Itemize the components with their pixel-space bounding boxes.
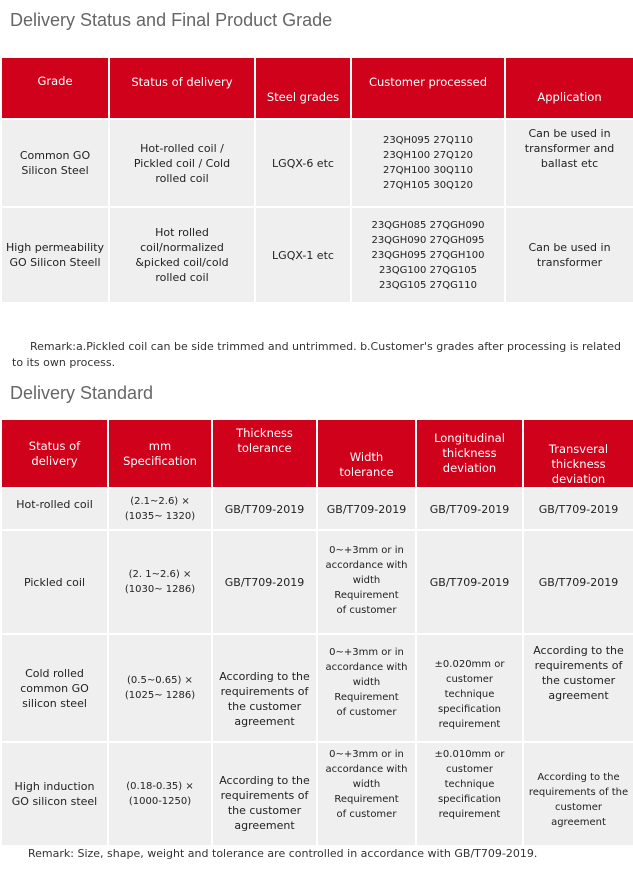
table-row [1, 634, 633, 742]
header-transveral: Transveral thickness deviation [523, 419, 633, 488]
header-customer-processed: Customer processed [351, 57, 505, 119]
table-row [1, 530, 633, 634]
transveral-cell: GB/T709-2019 [523, 488, 633, 530]
table-row [1, 119, 633, 207]
status-cell: Hot rolled coil/normalized &picked coil/cold rolled coil [109, 207, 255, 303]
section-title-grade: Delivery Status and Final Product Grade [10, 10, 333, 30]
status-cell: Cold rolled common GO silicon steel [1, 634, 108, 742]
transveral-cell: According to the requirements of the customer agreement [523, 634, 633, 742]
header-mm-spec: mm Specification [108, 419, 212, 488]
standard-table [0, 418, 633, 847]
steel-grade-cell: LGQX-6 etc [255, 119, 351, 207]
spec-cell: (2. 1~2.6) × (1030~ 1286) [108, 530, 212, 634]
longitudinal-cell: ±0.010mm or customer technique specification requirement [416, 742, 523, 846]
grade-cell: Common GO Silicon Steel [1, 119, 109, 207]
header-thickness-tol: Thickness tolerance [212, 419, 317, 488]
longitudinal-cell: GB/T709-2019 [416, 488, 523, 530]
header-status: Status of delivery [109, 57, 255, 119]
header-width-tol: Width tolerance [317, 419, 416, 488]
spec-cell: (0.18-0.35) × (1000-1250) [108, 742, 212, 846]
steel-grade-cell: LGQX-1 etc [255, 207, 351, 303]
processed-cell: 23QH095 27Q110 23QH100 27Q120 27QH100 30Q110 27QH105 30Q120 [351, 119, 505, 207]
application-cell: Can be used in transformer [505, 207, 633, 303]
width-cell: GB/T709-2019 [317, 488, 416, 530]
width-cell: 0~+3mm or in accordance with width Requirement of customer [317, 634, 416, 742]
transveral-cell: According to the requirements of the customer agreement [523, 742, 633, 846]
table-row [1, 488, 633, 530]
table-row [1, 207, 633, 303]
longitudinal-cell: ±0.020mm or customer technique specification requirement [416, 634, 523, 742]
status-cell: High induction GO silicon steel [1, 742, 108, 846]
transveral-cell: GB/T709-2019 [523, 530, 633, 634]
grade-table [0, 56, 633, 304]
header-grade: Grade [1, 57, 109, 119]
header-steel-grades: Steel grades [255, 57, 351, 119]
header-status-delivery: Status of delivery [1, 419, 108, 488]
remark-grade: Remark:a.Pickled coil can be side trimmed and untrimmed. b.Customer's grades after processing is related to its own process. [12, 340, 621, 369]
thickness-cell: GB/T709-2019 [212, 530, 317, 634]
header-application: Application [505, 57, 633, 119]
thickness-cell: GB/T709-2019 [212, 488, 317, 530]
status-cell: Hot-rolled coil / Pickled coil / Cold rolled coil [109, 119, 255, 207]
spec-cell: (0.5~0.65) × (1025~ 1286) [108, 634, 212, 742]
width-cell: 0~+3mm or in accordance with width Requirement of customer [317, 530, 416, 634]
table-row [1, 742, 633, 846]
header-longitudinal: Longitudinal thickness deviation [416, 419, 523, 488]
processed-cell: 23QGH085 27QGH090 23QGH090 27QGH095 23QGH095 27QGH100 23QG100 27QG105 23QG105 27QG110 [351, 207, 505, 303]
thickness-cell: According to the requirements of the customer agreement [212, 634, 317, 742]
spec-cell: (2.1~2.6) × (1035~ 1320) [108, 488, 212, 530]
grade-cell: High permeability GO Silicon Steell [1, 207, 109, 303]
status-cell: Pickled coil [1, 530, 108, 634]
status-cell: Hot-rolled coil [1, 488, 108, 530]
remark-standard: Remark: Size, shape, weight and tolerance are controlled in accordance with GB/T709-2019. [28, 847, 538, 860]
section-title-standard: Delivery Standard [10, 383, 154, 403]
longitudinal-cell: GB/T709-2019 [416, 530, 523, 634]
width-cell: 0~+3mm or in accordance with width Requirement of customer [317, 742, 416, 846]
thickness-cell: According to the requirements of the customer agreement [212, 742, 317, 846]
application-cell: Can be used in transformer and ballast etc [505, 119, 633, 207]
